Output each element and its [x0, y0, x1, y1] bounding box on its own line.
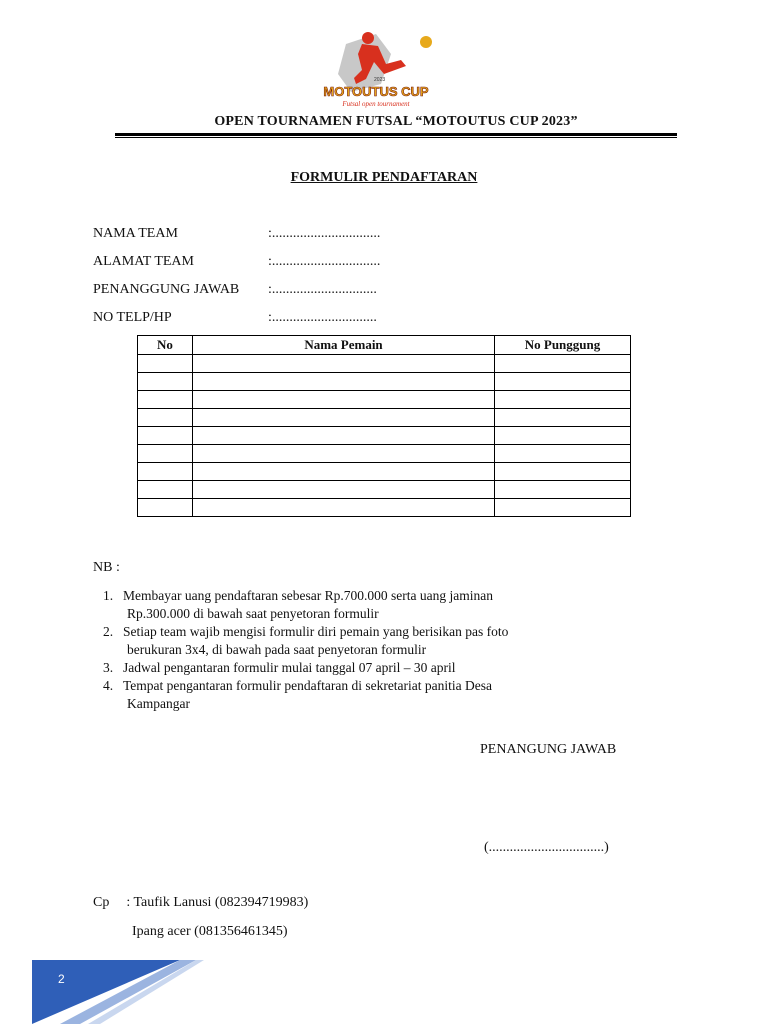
table-row	[138, 355, 631, 373]
signature-line[interactable]: (.................................)	[484, 840, 609, 855]
heading-divider	[115, 133, 677, 136]
table-row	[138, 373, 631, 391]
list-item: 1. Membayar uang pendaftaran sebesar Rp.700.000 serta uang jaminan Rp.300.000 di bawah saat penyetoran formulir	[103, 588, 493, 621]
table-row	[138, 427, 631, 445]
cell-jersey-number[interactable]	[495, 499, 631, 517]
cell-player-name[interactable]	[193, 373, 495, 391]
nb-label: NB :	[93, 560, 120, 575]
svg-text:2023: 2023	[374, 77, 386, 83]
cell-player-name[interactable]	[193, 355, 495, 373]
logo-subtitle: Futsal open tournament	[342, 100, 410, 108]
page-number: 2	[58, 972, 65, 986]
cell-jersey-number[interactable]	[495, 373, 631, 391]
field-label: PENANGGUNG JAWAB	[93, 282, 240, 297]
signature-label: PENANGUNG JAWAB	[480, 742, 617, 757]
cell-jersey-number[interactable]	[495, 427, 631, 445]
field-blank[interactable]: :...............................	[268, 254, 381, 269]
field-label: NO TELP/HP	[93, 310, 172, 325]
contact-line-1	[93, 895, 308, 911]
table-row	[138, 463, 631, 481]
cell-no[interactable]	[138, 481, 193, 499]
cell-no[interactable]	[138, 409, 193, 427]
field-label: NAMA TEAM	[93, 226, 178, 241]
table-row	[138, 391, 631, 409]
cell-jersey-number[interactable]	[495, 463, 631, 481]
list-item: 4. Tempat pengantaran formulir pendaftaran di sekretariat panitia Desa Kampangar	[103, 678, 493, 711]
contact-prefix: Cp	[93, 895, 110, 910]
contact-person-2: Ipang acer (081356461345)	[132, 924, 288, 939]
cell-jersey-number[interactable]	[495, 481, 631, 499]
cell-jersey-number[interactable]	[495, 409, 631, 427]
notes-list	[103, 587, 593, 713]
col-header-jersey-number: No Punggung	[495, 336, 631, 355]
list-item: 2. Setiap team wajib mengisi formulir diri pemain yang berisikan pas foto berukuran 3x4, di bawah pada saat penyetoran formulir	[103, 624, 509, 657]
col-header-player-name: Nama Pemain	[193, 336, 495, 355]
logo-title: MOTOUTUS CUP	[323, 84, 429, 99]
table-header-row	[138, 336, 631, 355]
heading-divider-thin	[115, 137, 677, 138]
cell-jersey-number[interactable]	[495, 445, 631, 463]
cell-no[interactable]	[138, 355, 193, 373]
field-blank[interactable]: :..............................	[268, 282, 377, 297]
contact-person-1: : Taufik Lanusi (082394719983)	[126, 895, 309, 910]
motoutus-cup-logo	[316, 24, 436, 110]
cell-player-name[interactable]	[193, 463, 495, 481]
footer-decoration	[0, 960, 768, 1024]
cell-no[interactable]	[138, 499, 193, 517]
table-row	[138, 481, 631, 499]
field-label: ALAMAT TEAM	[93, 254, 194, 269]
cell-player-name[interactable]	[193, 391, 495, 409]
table-row	[138, 499, 631, 517]
cell-player-name[interactable]	[193, 499, 495, 517]
field-blank[interactable]: :..............................	[268, 310, 377, 325]
cell-player-name[interactable]	[193, 409, 495, 427]
cell-player-name[interactable]	[193, 427, 495, 445]
table-row	[138, 445, 631, 463]
cell-player-name[interactable]	[193, 445, 495, 463]
cell-no[interactable]	[138, 391, 193, 409]
cell-jersey-number[interactable]	[495, 355, 631, 373]
list-item: 3. Jadwal pengantaran formulir mulai tanggal 07 april – 30 april	[103, 660, 456, 675]
cell-no[interactable]	[138, 427, 193, 445]
player-table	[137, 335, 631, 517]
cell-no[interactable]	[138, 373, 193, 391]
table-row	[138, 409, 631, 427]
col-header-no: No	[138, 336, 193, 355]
cell-player-name[interactable]	[193, 481, 495, 499]
form-title: FORMULIR PENDAFTARAN	[290, 170, 478, 185]
tournament-heading: OPEN TOURNAMEN FUTSAL “MOTOUTUS CUP 2023”	[214, 114, 578, 129]
cell-no[interactable]	[138, 445, 193, 463]
cell-jersey-number[interactable]	[495, 391, 631, 409]
cell-no[interactable]	[138, 463, 193, 481]
field-blank[interactable]: :...............................	[268, 226, 381, 241]
